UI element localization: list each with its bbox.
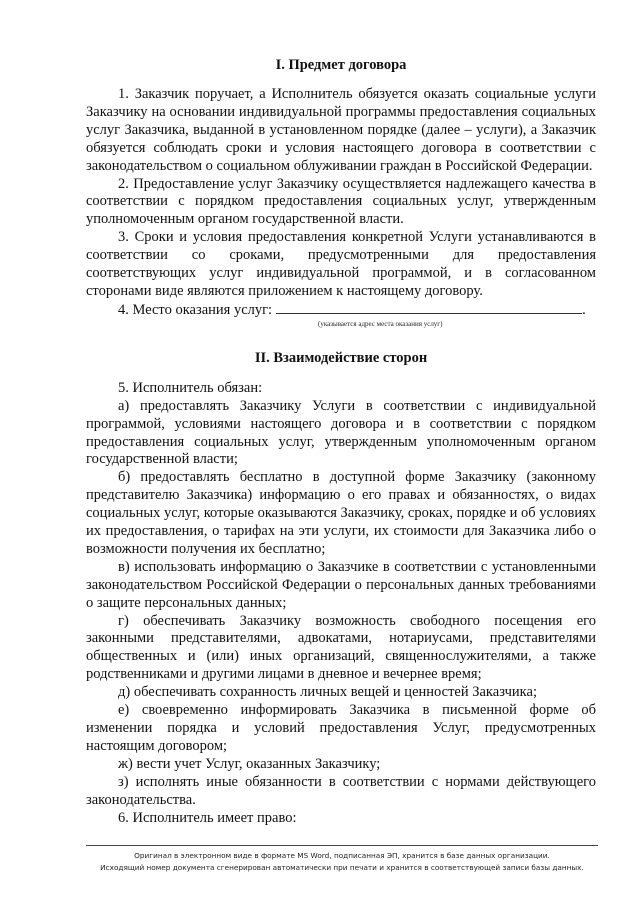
footer-line-1: Оригинал в электронном виде в формате MS Word, подписанная ЭП, хранится в базе данных организации. <box>134 851 550 860</box>
clause-5e: е) своевременно информировать Заказчика в письменной форме об изменении порядка и условий предоставления Услуг, предусмотренных настоящим договором; <box>86 702 596 754</box>
address-hint: (указывается адрес места оказания услуг) <box>318 319 443 328</box>
clause-5z: з) исполнять иные обязанности в соответствии с нормами действующего законодательства. <box>86 773 596 808</box>
page-footer <box>86 845 598 874</box>
clause-4-label: 4. Место оказания услуг: <box>118 301 273 318</box>
clause-5d: д) обеспечивать сохранность личных вещей и ценностей Заказчика; <box>118 684 537 701</box>
section-title-interaction: II. Взаимодействие сторон <box>254 349 428 366</box>
footer-line-2: Исходящий номер документа сгенерирован автоматически при печати и хранится в соответствующей записи базы данных. <box>100 863 584 872</box>
clause-4-end: . <box>582 301 586 318</box>
clause-1: 1. Заказчик поручает, а Исполнитель обязуется оказать социальные услуги Заказчику на основании индивидуальной программы предоставления социальных услуг Заказчика, выданной в установленном порядке (далее – услуги), а Заказчик обязуется соблюдать сроки и условия настоящего договора в соответствии с законодательством о социальном облуживании граждан в Российской Федерации. <box>86 86 596 174</box>
clause-5: 5. Исполнитель обязан: <box>118 379 263 396</box>
document-page <box>86 0 596 827</box>
service-address-blank <box>276 301 582 314</box>
clause-5a: а) предоставлять Заказчику Услуги в соответствии с индивидуальной программой, условиями настоящего договора и в соответствии с порядком предоставления социальных услуг, утвержденным уполномоченным органом государственной власти; <box>86 397 596 468</box>
clause-3: 3. Сроки и условия предоставления конкретной Услуги устанавливаются в соответствии со сроками, предусмотренными для предоставления соответствующих услуг индивидуальной программой, и в согласованном сторонами виде являются приложением к настоящему договору. <box>86 229 596 299</box>
clause-6: 6. Исполнитель имеет право: <box>118 809 297 826</box>
clause-4 <box>86 301 596 320</box>
clause-5v: в) использовать информацию о Заказчике в соответствии с установленными законодательством Российской Федерации о персональных данных требованиями о защите персональных данных; <box>86 558 596 611</box>
clause-5b: б) предоставлять бесплатно в доступной форме Заказчику (законному представителю Заказчика) информацию о его правах и обязанностях, о видах социальных услуг, которые оказываются Заказчику, сроках, порядке и об условиях их предоставления, о тарифах на эти услуги, их стоимости для Заказчика либо о возможности получения их бесплатно; <box>86 469 596 557</box>
clause-5g: г) обеспечивать Заказчику возможность свободного посещения его законными представителями, адвокатами, нотариусами, представителями общественных и (или) иных организаций, священнослужителями, а также родственниками и другими лицами в дневное и вечернее время; <box>86 612 596 683</box>
clause-2: 2. Предоставление услуг Заказчику осуществляется надлежащего качества в соответствии с порядком предоставления социальных услуг, утвержденным уполномоченным органом государственной власти. <box>86 175 596 228</box>
section-title-subject: I. Предмет договора <box>275 57 407 73</box>
clause-5zh: ж) вести учет Услуг, оказанных Заказчику; <box>118 755 381 772</box>
